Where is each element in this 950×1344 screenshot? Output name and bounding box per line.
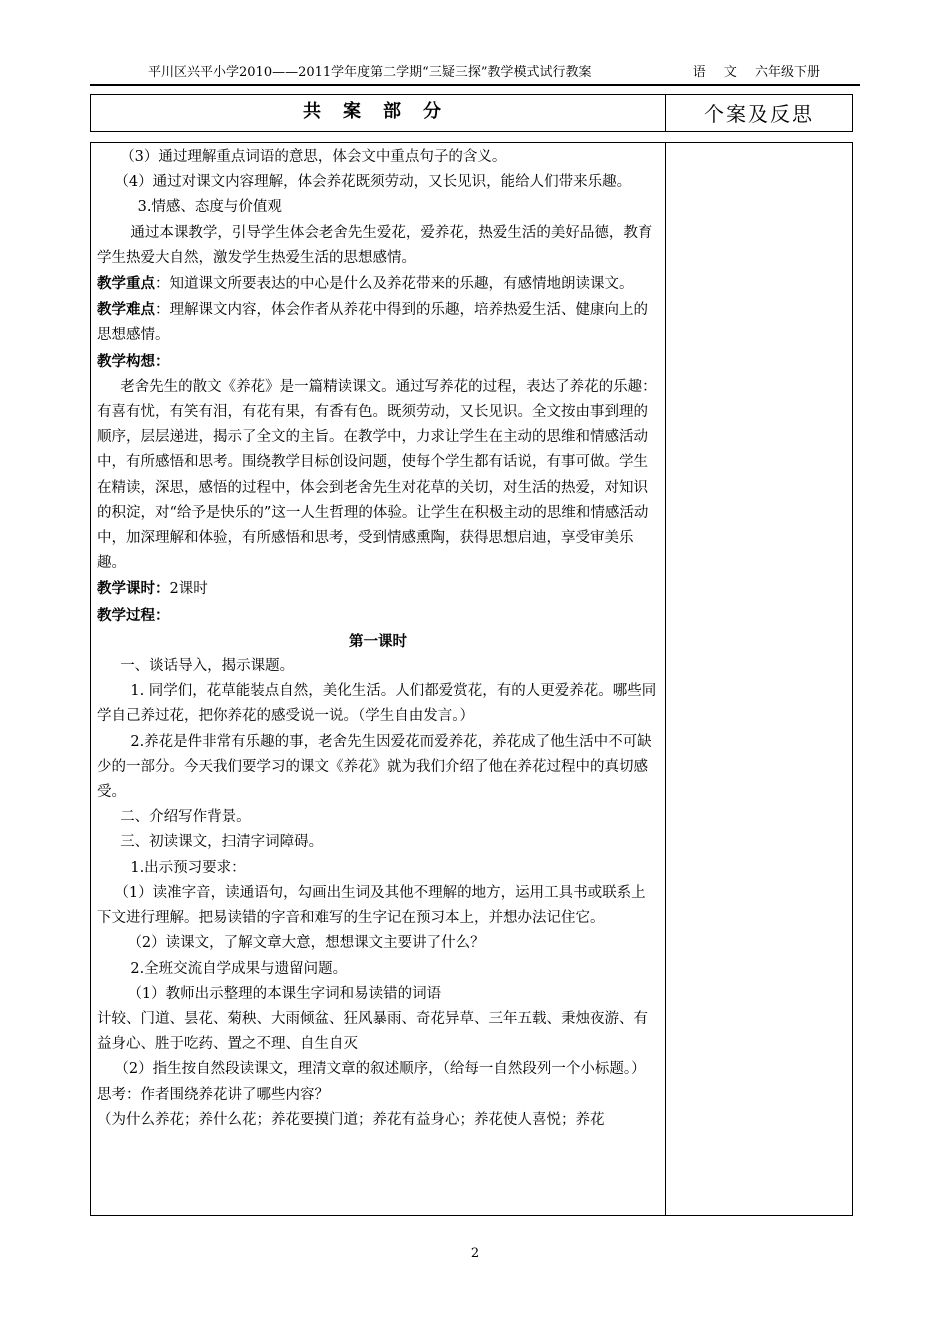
- key-points-label: 教学重点: [97, 275, 155, 293]
- header-subject: 语 文 六年级下册: [692, 65, 820, 80]
- page-header: [90, 62, 860, 86]
- design-text: 老舍先生的散文《养花》是一篇精读课文。通过写养花的过程，表达了养花的乐趣：有喜有忧，有笑有泪，有花有果，有香有色。既须劳动，又长见识。全文按由事到理的顺序，层层递进，揭示了全文的主旨。在教学中，力求让学生在主动的思维和情感活动中，有所感悟和思考。围绕教学目标创设问题，使每个学生都有话说，有事可做。学生在精读，深思，感悟的过程中，体会到老舍先生对花草的关切，对生活的热爱，对知识的积淀，对“给予是快乐的”这一人生哲理的体验。让学生在积极主动的思维和情感活动中，加深理解和体验，有所感悟和思考，受到情感熏陶，获得思想启迪，享受审美乐趣。: [97, 378, 657, 572]
- key-points-text: ：知道课文所要表达的中心是什么及养花带来的乐趣，有感情地朗读课文。: [155, 276, 634, 293]
- objective-4: （4）通过对课文内容理解，体会养花既须劳动，又长见识，能给人们带来乐趣。: [114, 174, 632, 191]
- lesson-one-title: 第一课时: [349, 632, 407, 650]
- lesson-plan-body: [97, 145, 659, 1133]
- exchange-2: （2）指生按自然段读课文，理清文章的叙述顺序，（给每一自然段列一个小标题。）: [114, 1061, 646, 1078]
- header-title: 平川区兴平小学2010——2011学年度第二学期“三疑三探”教学模式试行教案: [148, 65, 592, 80]
- preview-req-1: （1）读准字音，读通语句，勾画出生词及其他不理解的地方，运用工具书或联系上下文进行理解。把易读错的字音和难写的生字记在预习本上，并想办法记住它。: [97, 884, 646, 927]
- emotion-text: 通过本课教学，引导学生体会老舍先生爱花，爱养花，热爱生活的美好品德，教育学生热爱大自然，激发学生热爱生活的思想感情。: [97, 224, 653, 266]
- process-heading: 教学过程：: [97, 606, 170, 624]
- word-list: 计较、门道、昙花、菊秧、大雨倾盆、狂风暴雨、奇花异草、三年五载、秉烛夜游、有益身心、胜于吃药、置之不理、自生自灭: [97, 1010, 648, 1053]
- think-question: 思考：作者围绕养花讲了哪些内容？: [97, 1086, 329, 1103]
- step-1-heading: 一、谈话导入，揭示课题。: [120, 658, 295, 675]
- step-1-item-2: 2.养花是件非常有乐趣的事，老舍先生因爱花而爱养花，养花成了他生活中不可缺少的一部分。今天我们要学习的课文《养花》就为我们介绍了他在养花过程中的真切感受。: [97, 733, 652, 801]
- class-hours-text: 2课时: [169, 581, 208, 598]
- key-points: [97, 271, 659, 297]
- step-3-heading: 三、初读课文，扫清字词障碍。: [120, 834, 324, 851]
- class-hours-label: 教学课时：: [97, 580, 170, 598]
- class-hours: [97, 576, 659, 602]
- step-1-item-1: 1. 同学们，花草能装点自然，美化生活。人们都爱赏花，有的人更爱养花。哪些同学自己养过花，把你养花的感受说一说。（学生自由发言。）: [97, 683, 657, 725]
- difficulties-label: 教学难点: [97, 301, 155, 319]
- reflection-content-cell: [665, 142, 853, 1216]
- think-answer: （为什么养花；养什么花；养花要摸门道；养花有益身心；养花使人喜悦；养花: [97, 1111, 605, 1128]
- preview-req-2: （2）读课文，了解文章大意，想想课文主要讲了什么？: [127, 935, 485, 952]
- shared-plan-title-cell: [90, 94, 666, 132]
- step-2-heading: 二、介绍写作背景。: [120, 809, 251, 826]
- difficulties: [97, 297, 659, 348]
- difficulties-text: ：理解课文内容，体会作者从养花中得到的乐趣，培养热爱生活、健康向上的思想感情。: [97, 302, 648, 344]
- step-3-item-1: 1.出示预习要求：: [130, 859, 246, 876]
- exchange-1: （1）教师出示整理的本课生字词和易读错的词语: [127, 985, 442, 1002]
- shared-plan-title: 共案部分: [303, 101, 463, 122]
- reflection-title: 个案及反思: [704, 102, 814, 126]
- page-number: 2: [470, 1246, 480, 1261]
- objective-3: （3）通过理解重点词语的意思，体会文中重点句子的含义。: [120, 149, 507, 165]
- reflection-title-cell: [665, 94, 853, 132]
- emotion-heading: 3.情感、态度与价值观: [137, 199, 282, 216]
- design-heading: 教学构想：: [97, 352, 170, 370]
- step-3-item-2: 2.全班交流自学成果与遗留问题。: [130, 960, 348, 977]
